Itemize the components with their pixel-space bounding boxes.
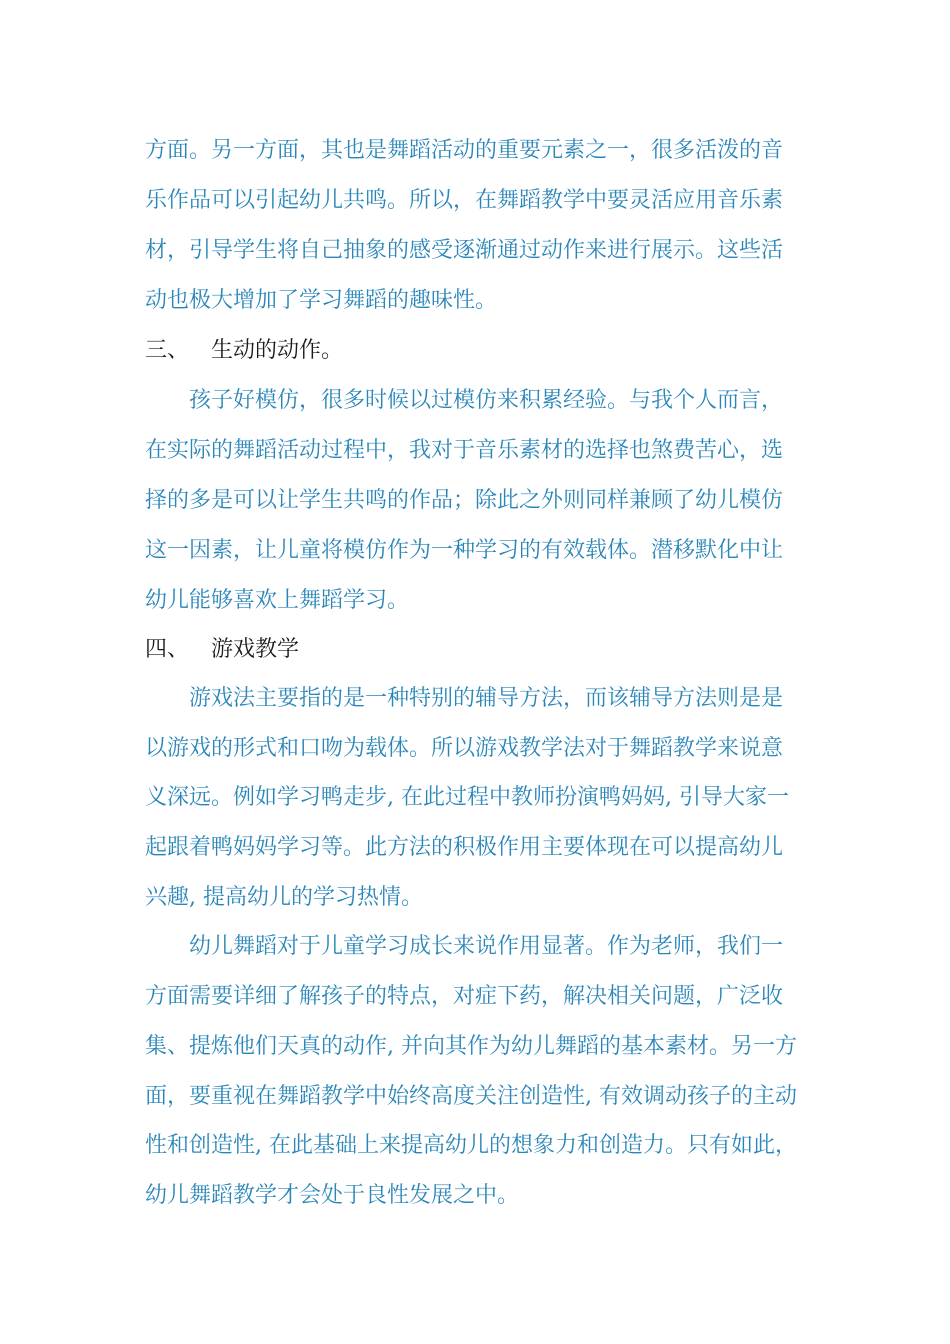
paragraph-line: 义深远。例如学习鸭走步, 在此过程中教师扮演鸭妈妈, 引导大家一 — [145, 785, 789, 810]
paragraph-line: 幼儿能够喜欢上舞蹈学习。 — [145, 588, 410, 613]
paragraph-line: 起跟着鸭妈妈学习等。此方法的积极作用主要体现在可以提高幼儿 — [145, 835, 784, 860]
paragraph-line: 面，要重视在舞蹈教学中始终高度关注创造性, 有效调动孩子的主动 — [145, 1084, 797, 1109]
paragraph-line: 方面。另一方面，其也是舞蹈活动的重要元素之一，很多活泼的音 — [145, 138, 784, 163]
paragraph-line: 动也极大增加了学习舞蹈的趣味性。 — [145, 288, 498, 313]
paragraph-line: 幼儿舞蹈教学才会处于良性发展之中。 — [145, 1183, 520, 1208]
paragraph-line: 在实际的舞蹈活动过程中，我对于音乐素材的选择也煞费苦心，选 — [145, 438, 784, 463]
paragraph-line: 方面需要详细了解孩子的特点，对症下药，解决相关问题，广泛收 — [145, 984, 784, 1009]
section-heading-3 — [145, 336, 343, 366]
section-heading-4 — [145, 635, 299, 665]
section-title: 游戏教学 — [211, 637, 300, 662]
section-number: 三、 — [145, 338, 190, 363]
paragraph-line: 这一因素，让儿童将模仿作为一种学习的有效载体。潜移默化中让 — [145, 538, 784, 563]
paragraph-line: 集、提炼他们天真的动作, 并向其作为幼儿舞蹈的基本素材。另一方 — [145, 1034, 797, 1059]
paragraph-line: 性和创造性, 在此基础上来提高幼儿的想象力和创造力。只有如此， — [145, 1133, 797, 1158]
paragraph-line: 乐作品可以引起幼儿共鸣。所以，在舞蹈教学中要灵活应用音乐素 — [145, 188, 784, 213]
section-number: 四、 — [145, 637, 190, 662]
paragraph-line: 兴趣, 提高幼儿的学习热情。 — [145, 885, 423, 910]
paragraph-line: 择的多是可以让学生共鸣的作品；除此之外则同样兼顾了幼儿模仿 — [145, 488, 784, 513]
section-title: 生动的动作。 — [211, 338, 344, 363]
paragraph-line: 孩子好模仿，很多时候以过模仿来积累经验。与我个人而言， — [189, 388, 784, 413]
paragraph-line: 幼儿舞蹈对于儿童学习成长来说作用显著。作为老师，我们一 — [189, 934, 784, 959]
paragraph-line: 以游戏的形式和口吻为载体。所以游戏教学法对于舞蹈教学来说意 — [145, 736, 784, 761]
paragraph-line: 材，引导学生将自己抽象的感受逐渐通过动作来进行展示。这些活 — [145, 238, 784, 263]
paragraph-line: 游戏法主要指的是一种特别的辅导方法，而该辅导方法则是是 — [189, 686, 784, 711]
